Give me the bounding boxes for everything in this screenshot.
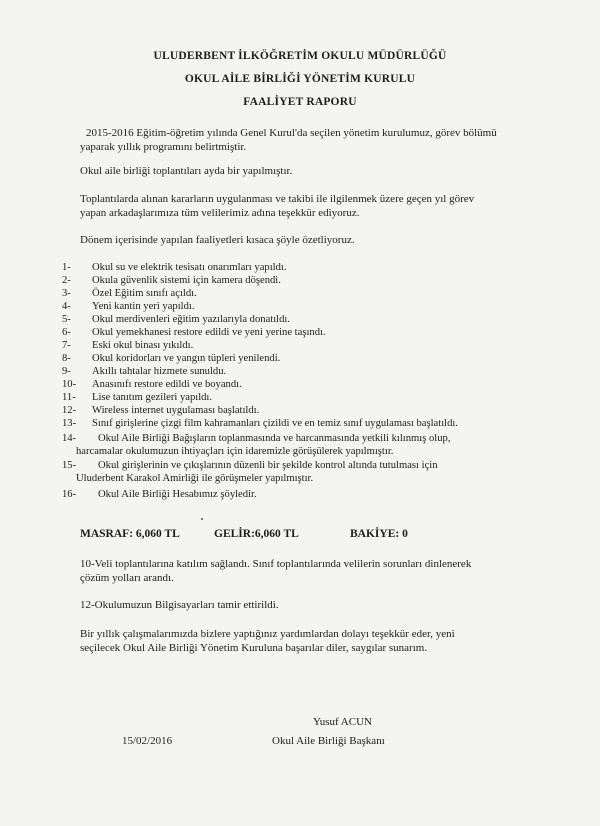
intro-line-1: 2015-2016 Eğitim-öğretim yılında Genel Kurul'da seçilen yönetim kurulumuz, görev bölümü xyxy=(86,127,497,139)
signatory-role: Okul Aile Birliği Başkanı xyxy=(272,735,385,747)
closing-paragraph xyxy=(80,627,540,655)
closing-line-2: seçilecek Okul Aile Birliği Yönetim Kuruluna başarılar diler, saygılar sunarım. xyxy=(80,642,428,654)
report-date: 15/02/2016 xyxy=(122,735,173,747)
report-heading: FAALİYET RAPORU xyxy=(243,96,357,108)
school-heading: ULUDERBENT İLKÖĞRETİM OKULU MÜDÜRLÜĞÜ xyxy=(153,50,447,62)
thanks-paragraph xyxy=(80,192,540,220)
expense-total: MASRAF: 6,060 TL xyxy=(80,528,180,540)
scan-speck xyxy=(201,518,203,520)
intro-paragraph xyxy=(80,126,540,154)
signatory-name: Yusuf ACUN xyxy=(313,716,372,728)
closing-line-1: Bir yıllık çalışmalarımızda bizlere yaptığınız yardımlardan dolayı teşekkür eder, yeni xyxy=(80,628,455,640)
note-line-1: 10-Veli toplantılarına katılım sağlandı. Sınıf toplantılarında velilerin sorunları dinlenerek xyxy=(80,558,472,570)
balance-total: BAKİYE: 0 xyxy=(350,528,408,540)
note-line-2: çözüm yolları arandı. xyxy=(80,572,174,584)
parent-meeting-note xyxy=(80,557,540,585)
intro-line-2: yaparak yıllık programını belirtmiştir. xyxy=(80,141,247,153)
thanks-line-2: yapan arkadaşlarımıza tüm velilerimiz adına teşekkür ediyoruz. xyxy=(80,207,360,219)
computer-repair-note: 12-Okulumuzun Bilgisayarları tamir ettirildi. xyxy=(80,599,279,611)
report-page: ULUDERBENT İLKÖĞRETİM OKULU MÜDÜRLÜĞÜ OKUL AİLE BİRLİĞİ YÖNETİM KURULU FAALİYET RAPORU 2015-2016 Eğitim-öğretim yılında Genel Kurul'da seçilen yönetim kurulumuz, görev bölümü yaparak yıllık programını belirtmiştir. Okul aile birliği toplantıları ayda bir yapılmıştır. Toplantılarda alınan kararların uygulanması ve takibi ile ilgilenmek üzere geçen yıl görev yapan arkadaşlarımıza tüm velilerimiz adına teşekkür ediyoruz. Dönem içerisinde yapılan faaliyetleri kısaca şöyle özetliyoruz. 1- Okul su ve elektrik tesisatı onarımları yapıldı. 2- Okula güvenlik sistemi için kamera döşendi. 3- Özel Eğitim sınıfı açıldı. 4- Yeni kantin yeri yapıldı. 5- Okul merdivenleri eğitim yazılarıyla donatıldı. 6- Okul yemekhanesi restore edildi ve yeni yerine taşındı. 7- Eski okul binası yıkıldı. 8- Okul koridorları ve yangın tüpleri yenilendi. 9- Akıllı tahtalar hizmete sunuldu. 10- Anasınıfı restore edildi ve boyandı. 11- Lise tanıtım gezileri yapıldı. 12- Wireless internet uygulaması başlatıldı. 13- Sınıf girişlerine çizgi film kahramanları çizildi ve en temiz sınıf uygulaması başlatıldı. 14- Okul Aile Birliği Bağışların toplanmasında ve harcanmasında yetkili kılınmış olup, harcamalar okulumuzun ihtiyaçları için idaremizle görüşülerek yapılmıştır. 15- Okul girişlerinin ve çıkışlarının düzenli bir şekilde kontrol altında tutulması için Uluderbent Karakol Amirliği ile görüşmeler yapılmıştır. 16- Okul Aile Birliği Hesabımız şöyledir. MASRAF: 6,060 TL GELİR:6,060 TL BAKİYE: 0 10-Veli toplantılarına katılım sağlandı. Sınıf toplantılarında velilerin sorunları dinlenerek çözüm yolları arandı. 12-Okulumuzun Bilgisayarları tamir ettirildi. Bir yıllık çalışmalarımızda bizlere yaptığınız yardımlardan dolayı teşekkür eder, yeni seçilecek Okul Aile Birliği Yönetim Kuruluna başarılar diler, saygılar sunarım. Yusuf ACUN 15/02/2016 Okul Aile Birliği Başkanı xyxy=(0,0,600,826)
thanks-line-1: Toplantılarda alınan kararların uygulanması ve takibi ile ilgilenmek üzere geçen yıl görev xyxy=(80,193,475,205)
meeting-paragraph: Okul aile birliği toplantıları ayda bir yapılmıştır. xyxy=(80,165,293,177)
summary-paragraph: Dönem içerisinde yapılan faaliyetleri kısaca şöyle özetliyoruz. xyxy=(80,234,355,246)
board-heading: OKUL AİLE BİRLİĞİ YÖNETİM KURULU xyxy=(184,73,416,85)
income-total: GELİR:6,060 TL xyxy=(214,528,299,540)
